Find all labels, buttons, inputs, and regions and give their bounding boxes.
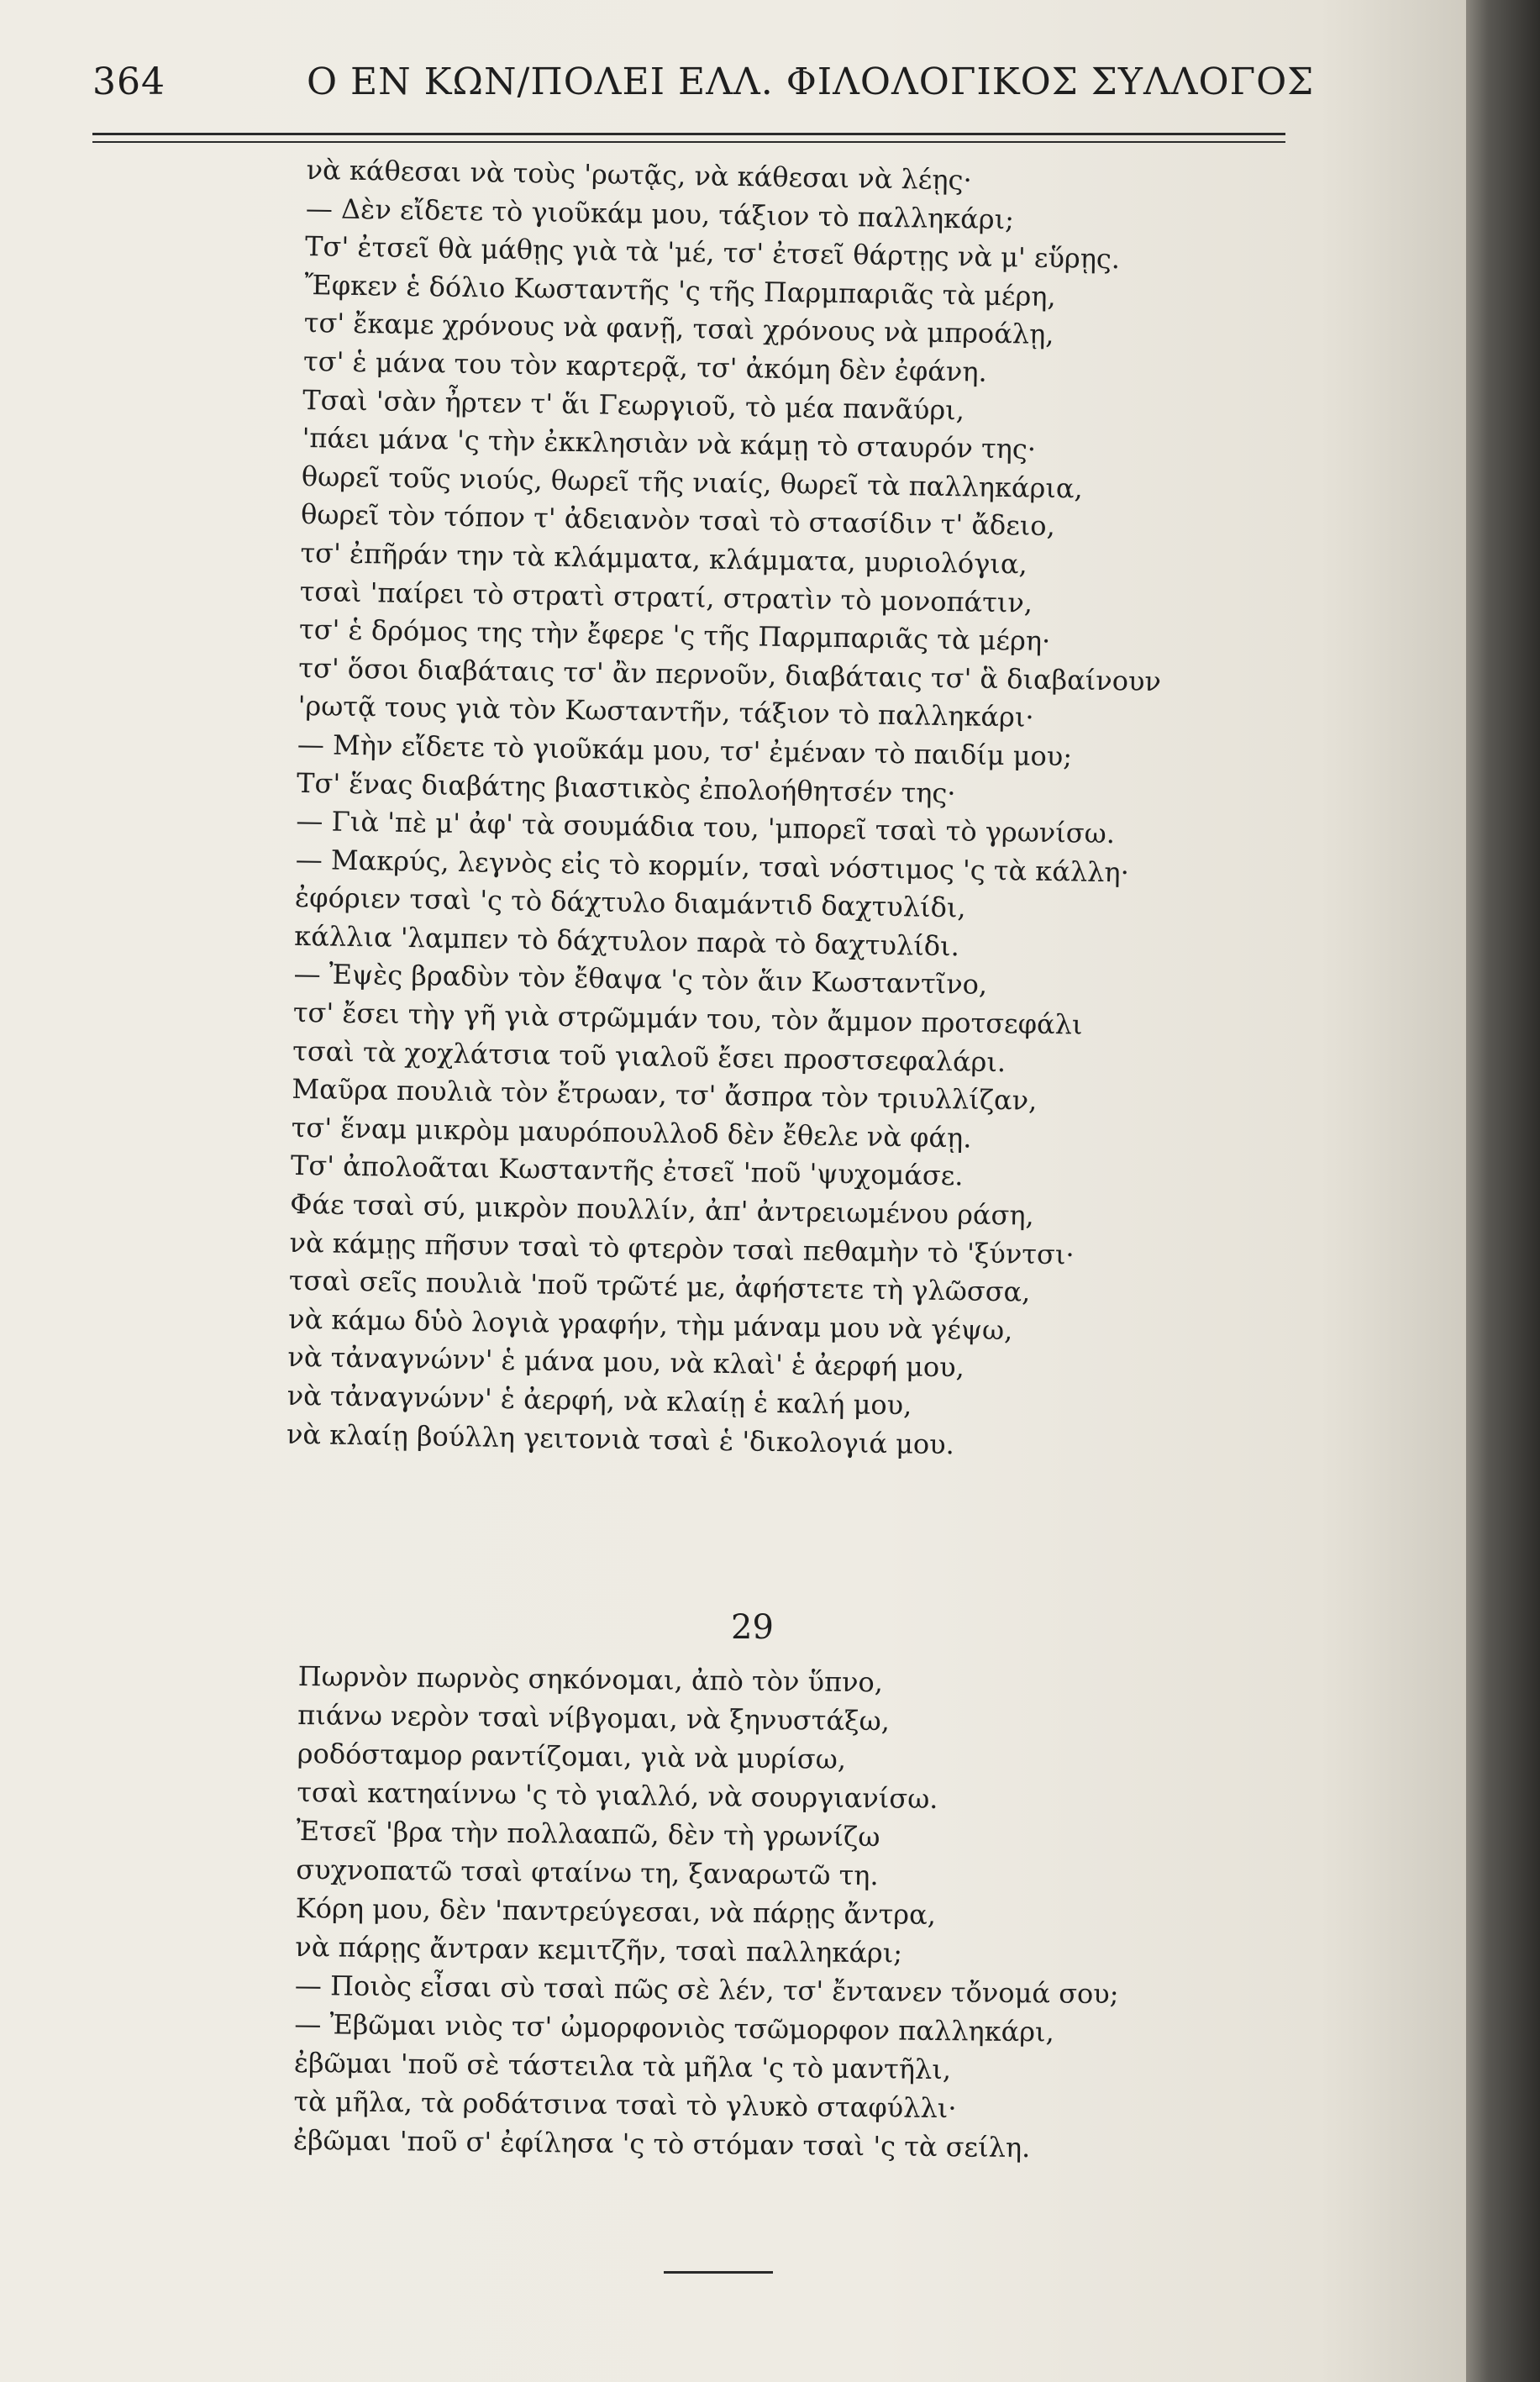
poem-29 (293, 1657, 1122, 2168)
verse-line: νὰ κλαίῃ βούλλη γειτονιὰ τσαὶ ἑ 'δικολογιά μου. (286, 1417, 955, 1460)
verse-line: νὰ πάρῃς ἄντραν κεμιτζῆν, τσαὶ παλληκάρι; (295, 1930, 903, 1969)
verse-line: τσ' ἑ δρόμος της τὴν ἔφερε 'ς τῆς Παρμπαριᾶς τὰ μέρη· (298, 613, 1051, 658)
page-header (92, 52, 1315, 119)
book-gutter-shadow (1466, 0, 1540, 2382)
verse-line: — Ἐβῶμαι νιὸς τσ' ὠμορφονιὸς τσῶμορφον παλληκάρι, (294, 2007, 1054, 2048)
verse-line: — Μακρύς, λεγνὸς εἰς τὸ κορμίν, τσαὶ νόστιμος 'ς τὰ κάλλη· (295, 843, 1130, 889)
verse-line: συχνοπατῶ τσαὶ φταίνω τη, ξαναρωτῶ τη. (296, 1853, 879, 1892)
verse-line: 'πάει μάνα 'ς τὴν ἐκκλησιὰν νὰ κάμῃ τὸ σταυρόν της· (302, 422, 1037, 465)
verse-line: Τσ' ἕνας διαβάτης βιαστικὸς ἐπολοήθητσέν της· (296, 766, 956, 809)
verse-line: νὰ τἀναγνώνν' ἑ μάνα μου, νὰ κλαὶ' ἑ ἀερφή μου, (287, 1341, 965, 1384)
verse-line: νὰ κάθεσαι νὰ τοὺς 'ρωτᾷς, νὰ κάθεσαι νὰ λέῃς· (306, 153, 972, 197)
verse-line: νὰ κάμῃς πῆσυν τσαὶ τὸ φτερὸν τσαὶ πεθαμὴν τὸ 'ξύντσι· (289, 1226, 1075, 1271)
verse-line: Ἐτσεῖ 'βρα τὴν πολλααπῶ, δὲν τὴ γρωνίζω (296, 1814, 880, 1854)
header-rule-top (92, 133, 1285, 135)
header-rule-bottom (92, 141, 1285, 143)
verse-line: ἐβῶμαι 'ποῦ σὲ τάστειλα τὰ μῆλα 'ς τὸ μαντῆλι, (293, 2046, 952, 2086)
verse-line: τὰ μῆλα, τὰ ροδάτσινα τσαὶ τὸ γλυκὸ σταφύλλι· (293, 2085, 957, 2125)
verse-line: τσαὶ τὰ χοχλάτσια τοῦ γιαλοῦ ἔσει προστσεφαλάρι. (292, 1034, 1007, 1078)
section-number: 29 (731, 1608, 774, 1647)
end-rule (664, 2271, 773, 2274)
verse-line: — Ποιὸς εἶσαι σὺ τσαὶ πῶς σὲ λέν, τσ' ἔντανεν τὄνομά σου; (294, 1969, 1119, 2011)
verse-line: τσαὶ 'παίρει τὸ στρατὶ στρατί, στρατὶν τὸ μονοπάτιν, (299, 575, 1033, 619)
verse-line: τσ' ἕναμ μικρὸμ μαυρόπουλλοδ δὲν ἔθελε νὰ φάῃ. (291, 1111, 972, 1154)
verse-line: τσ' ἑ μάνα του τὸν καρτερᾷ, τσ' ἀκόμη δὲν ἐφάνη. (302, 344, 988, 388)
verse-line: Τσαὶ 'σὰν ἦρτεν τ' ἅι Γεωργιοῦ, τὸ μέα πανᾶύρι, (302, 383, 965, 426)
verse-line: Πωρνὸν πωρνὸς σηκόνομαι, ἀπὸ τὸν ὕπνο, (297, 1659, 884, 1699)
verse-line: ἐφόριεν τσαὶ 'ς τὸ δάχτυλο διαμάντιδ δαχτυλίδι, (294, 881, 966, 924)
verse-line: τσ' ἔκαμε χρόνους νὰ φανῇ, τσαὶ χρόνους νὰ μπροάλῃ, (303, 307, 1054, 351)
verse-line: Κόρη μου, δὲν 'παντρεύγεσαι, νὰ πάρῃς ἄντρα, (295, 1891, 937, 1931)
verse-line: 'ρωτᾷ τους γιὰ τὸν Κωσταντῆν, τάξιον τὸ παλληκάρι· (297, 690, 1034, 734)
verse-line: κάλλια 'λαμπεν τὸ δάχτυλον παρὰ τὸ δαχτυλίδι. (294, 919, 960, 963)
verse-line: — Γιὰ 'πὲ μ' ἀφ' τὰ σουμάδια του, 'μπορεῖ τσαὶ τὸ γρωνίσω. (296, 804, 1116, 850)
verse-line: θωρεῖ τοῦς νιούς, θωρεῖ τῆς νιαίς, θωρεῖ τὰ παλληκάρια, (301, 460, 1084, 505)
verse-line: νὰ τἀναγνώνν' ἑ ἀερφή, νὰ κλαίῃ ἑ καλή μου, (286, 1379, 912, 1422)
verse-line: τσ' ἐπῆράν την τὰ κλάμματα, κλάμματα, μυριολόγια, (300, 536, 1028, 581)
verse-line: Φάε τσαὶ σύ, μικρὸν πουλλίν, ἀπ' ἀντρειωμένου ράση, (290, 1187, 1035, 1232)
verse-line: Τσ' ἐτσεῖ θὰ μάθῃς γιὰ τὰ 'μέ, τσ' ἐτσεῖ θάρτῃς νὰ μ' εὕρῃς. (304, 230, 1121, 276)
verse-line: τσαὶ σεῖς πουλιὰ 'ποῦ τρῶτέ με, ἀφήστετε τὴ γλῶσσα, (288, 1265, 1031, 1308)
verse-line: θωρεῖ τὸν τόπον τ' ἀδειανὸν τσαὶ τὸ στασίδιν τ' ἄδειο, (300, 498, 1056, 543)
verse-line: ροδόσταμορ ραντίζομαι, γιὰ νὰ μυρίσω, (297, 1737, 847, 1775)
verse-line: πιάνω νερὸν τσαὶ νίβγομαι, νὰ ξηνυστάξω, (297, 1698, 891, 1738)
page-number: 364 (92, 60, 166, 103)
verse-line: — Δὲν εἴδετε τὸ γιοῦκάμ μου, τάξιον τὸ παλληκάρι; (305, 192, 1015, 235)
poem-continued (286, 151, 1169, 1467)
verse-line: νὰ κάμω δὑὸ λογιὰ γραφήν, τὴμ μάναμ μου νὰ γέψω, (287, 1302, 1013, 1347)
verse-line: — Ἐψὲς βραδὺν τὸν ἔθαψα 'ς τὸν ἅιν Κωσταντῖνο, (293, 958, 988, 1002)
verse-line: Τσ' ἀπολοᾶται Κωσταντῆς ἐτσεῖ 'ποῦ 'ψυχομάσε. (290, 1149, 964, 1192)
verse-line: Μαῦρα πουλιὰ τὸν ἔτρωαν, τσ' ἄσπρα τὸν τριυλλίζαν, (292, 1073, 1038, 1117)
verse-line: — Μὴν εἴδετε τὸ γιοῦκάμ μου, τσ' ἐμέναν τὸ παιδίμ μου; (297, 728, 1073, 773)
verse-line: τσ' ἔσει τὴγ γῆ γιὰ στρῶμμάν του, τὸν ἄμμον προτσεφάλι (292, 996, 1083, 1041)
running-title: Ο ΕΝ ΚΩΝ/ΠΟΛΕΙ ΕΛΛ. ΦΙΛΟΛΟΓΙΚΟΣ ΣΥΛΛΟΓΟΣ (307, 60, 1315, 103)
verse-line: Ἔφκεν ἑ δόλιο Κωσταντῆς 'ς τῆς Παρμπαριᾶς τὰ μέρη, (304, 268, 1056, 313)
verse-line: τσαὶ κατηαίννω 'ς τὸ γιαλλό, νὰ σουργιανίσω. (297, 1775, 938, 1815)
verse-line: ἐβῶμαι 'ποῦ σ' ἐφίλησα 'ς τὸ στόμαν τσαὶ 'ς τὰ σείλη. (292, 2123, 1031, 2164)
verse-line: τσ' ὅσοι διαβάταις τσ' ἂν περνοῦν, διαβάταις τσ' ἃ διαβαίνουν (298, 651, 1162, 697)
